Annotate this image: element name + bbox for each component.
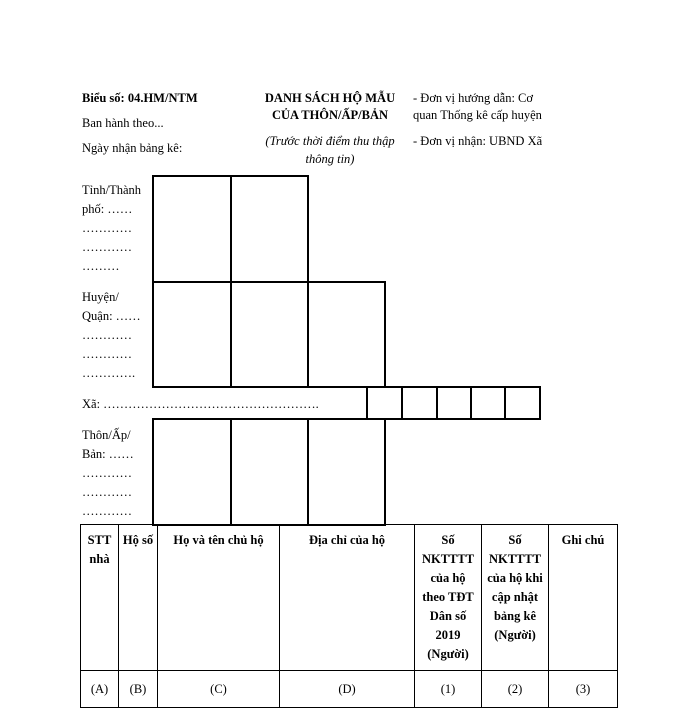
- village-code-box-2[interactable]: [230, 418, 309, 526]
- code-d: (D): [280, 671, 415, 708]
- district-label-5: ………….: [82, 366, 136, 380]
- commune-code-box-4[interactable]: [470, 386, 506, 420]
- province-label-1: Tỉnh/Thành: [82, 183, 142, 197]
- guiding-unit-line-2: quan Thống kê cấp huyện: [413, 108, 542, 122]
- form-number: Biểu số: 04.HM/NTM: [82, 91, 198, 105]
- household-sample-table: [80, 524, 618, 708]
- title-line-1: DANH SÁCH HỘ MẪU: [264, 91, 396, 105]
- code-a: (A): [81, 671, 119, 708]
- code-1: (1): [415, 671, 482, 708]
- district-code-box-1[interactable]: [152, 281, 232, 388]
- village-label-4: …………: [82, 485, 132, 499]
- village-label-3: …………: [82, 466, 132, 480]
- code-c: (C): [158, 671, 280, 708]
- province-label-3: …………: [82, 221, 132, 235]
- header-residents-census-2019: Số NKTTTT của hộ theo TĐT Dân số 2019 (Người): [415, 525, 482, 671]
- district-label-2: Quận: ……: [82, 309, 141, 323]
- table-code-row: [81, 671, 618, 708]
- province-label-5: ………: [82, 259, 120, 273]
- subtitle-line-1: (Trước thời điểm thu thập: [265, 134, 395, 148]
- village-label-2: Bản: ……: [82, 447, 134, 461]
- code-3: (3): [549, 671, 618, 708]
- title-line-2: CỦA THÔN/ẤP/BẢN: [271, 108, 389, 122]
- district-label-1: Huyện/: [82, 290, 119, 304]
- province-label-2: phố: ……: [82, 202, 133, 216]
- commune-code-box-2[interactable]: [401, 386, 438, 420]
- commune-code-box-5[interactable]: [504, 386, 541, 420]
- village-code-box-3[interactable]: [307, 418, 386, 526]
- header-household-address: Địa chỉ của hộ: [280, 525, 415, 671]
- header-notes: Ghi chú: [549, 525, 618, 671]
- table-header-row: [81, 525, 618, 671]
- header-residents-updated: Số NKTTTT của hộ khi cập nhật bảng kê (Người): [482, 525, 549, 671]
- code-b: (B): [119, 671, 158, 708]
- header-head-of-household-name: Họ và tên chủ hộ: [158, 525, 280, 671]
- header-household-number: Hộ số: [119, 525, 158, 671]
- received-date-label: Ngày nhận bảng kê:: [82, 141, 183, 155]
- commune-label: Xã: …………………………………………….: [82, 397, 319, 411]
- issued-by: Ban hành theo...: [82, 116, 164, 130]
- village-label-5: …………: [82, 504, 132, 518]
- subtitle-line-2: thông tin): [305, 152, 355, 166]
- province-label-4: …………: [82, 240, 132, 254]
- district-code-box-3[interactable]: [307, 281, 386, 388]
- province-code-box-1[interactable]: [152, 175, 232, 283]
- district-label-3: …………: [82, 328, 132, 342]
- commune-code-box-1[interactable]: [366, 386, 403, 420]
- code-2: (2): [482, 671, 549, 708]
- header-house-number: STT nhà: [81, 525, 119, 671]
- province-code-box-2[interactable]: [230, 175, 309, 283]
- guiding-unit-line-1: - Đơn vị hướng dẫn: Cơ: [413, 91, 534, 105]
- district-label-4: …………: [82, 347, 132, 361]
- village-code-box-1[interactable]: [152, 418, 232, 526]
- receiving-unit: - Đơn vị nhận: UBND Xã: [413, 134, 543, 148]
- commune-code-box-3[interactable]: [436, 386, 472, 420]
- district-code-box-2[interactable]: [230, 281, 309, 388]
- village-label-1: Thôn/Ấp/: [82, 428, 131, 442]
